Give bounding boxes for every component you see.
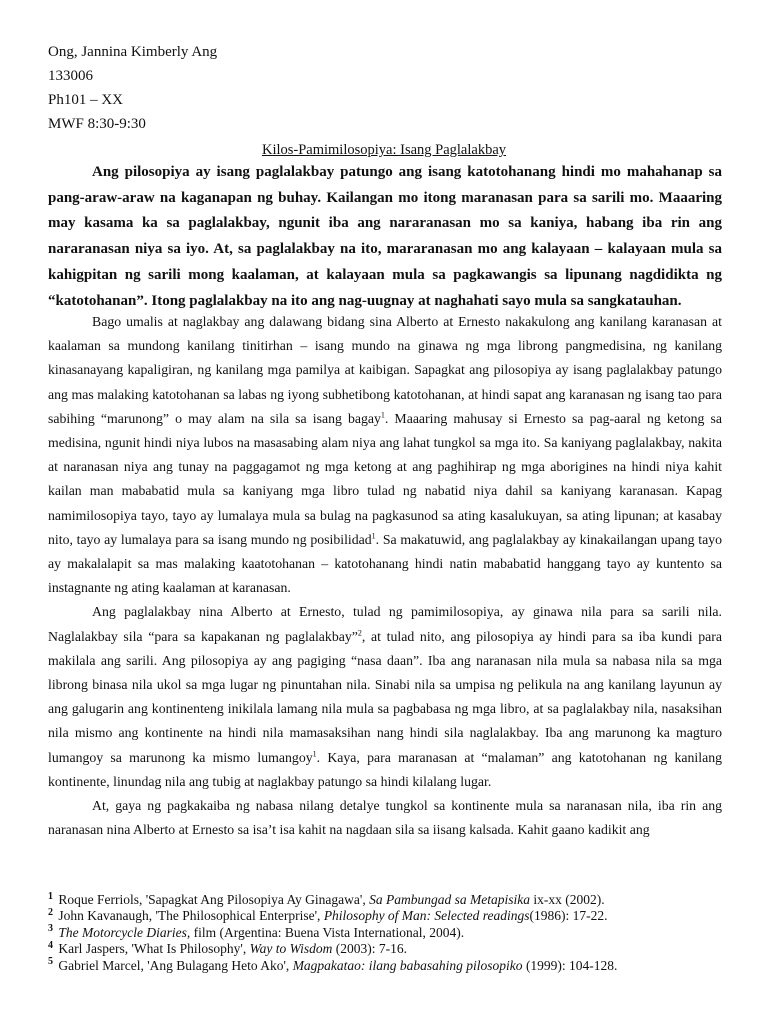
class-schedule: MWF 8:30-9:30 — [48, 116, 146, 132]
student-id: 133006 — [48, 68, 93, 84]
footnote-text: film (Argentina: Buena Vista International, 2004). — [190, 924, 465, 940]
footnote-ref: 1 — [371, 531, 376, 541]
footnote-text: Gabriel Marcel, 'Ang Bulagang Heto Ako', — [55, 957, 293, 973]
paragraph-text: At, gaya ng pagkakaiba ng nabasa nilang detalye tungkol sa kontinente mula sa naranasan nila, iba rin ang naranasan nina Alberto at Ernesto sa isa’t isa kahit na nagdaan sila sa iisang kalsada. Kahit gaano kadikit ang — [48, 798, 722, 838]
footnote-text: (2003): 7-16. — [332, 941, 407, 957]
footnote-5 — [48, 958, 728, 974]
footnote-text: (1999): 104-128. — [522, 957, 618, 973]
footnote-number: 2 — [48, 906, 53, 918]
footnote-number: 4 — [48, 939, 53, 951]
footnote-number: 3 — [48, 923, 53, 935]
footnote-source-title: Way to Wisdom — [249, 941, 333, 957]
paragraph-text: . Kaya, para maranasan at “malaman” ang katotohanan ng kanilang kontinente, linundag nila ang tubig at naglakbay patungo sa hindi kilalang lugar. — [48, 749, 722, 789]
footnote-ref: 2 — [357, 628, 362, 638]
footnote-text: Roque Ferriols, 'Sapagkat Ang Pilosopiya Ay Ginagawa', — [55, 892, 370, 907]
paragraph-text: Ang paglalakbay nina Alberto at Ernesto, tulad ng pamimilosopiya, ay ginawa nila para sa sarili nila. Naglalakbay sila “para sa kapakanan ng paglalakbay” — [48, 604, 722, 644]
essay-abstract — [48, 160, 722, 314]
student-name: Ong, Jannina Kimberly Ang — [48, 44, 218, 60]
paragraph-text: Bago umalis at naglakbay ang dalawang bidang sina Alberto at Ernesto nakakulong ang kanilang karanasan at kaalaman sa mundong kanilang tinitirhan – isang mundo na ginawa ng mga librong pangmedisina, ng kanilang kinasanayang kapaligiran, ng kanilang mga pamilya at kaibigan. Sapagkat ang pilosopiya ay isang paglalakbay patungo ang mas malaking katotohanan sa labas ng iyong subhetibong katotohanan, at hindi sapat ang karanasan ng isang tao para sabihing “marunong” o may alam na sila sa isang bagay — [48, 314, 722, 426]
footnotes-list — [48, 892, 728, 974]
footnote-source-title: Philosophy of Man: Selected readings — [323, 908, 530, 924]
paragraph-text: . Sa makatuwid, ang paglalakbay ay kinakailangan upang tayo ay makalalapit sa mas malaking kaatotohanan – katotohanang hindi natin mababatid hanggang tayo ay kuntento sa instagnante ng ating kaalaman at karanasan. — [48, 531, 722, 596]
footnote-source-title: Sa Pambungad sa Metapisika — [369, 892, 530, 907]
essay-title: Kilos-Pamimilosopiya: Isang Paglalakbay — [261, 142, 507, 158]
footnote-text: Karl Jaspers, 'What Is Philosophy', — [55, 941, 250, 957]
footnote-source-title: The Motorcycle Diaries, — [58, 924, 191, 940]
footnote-number: 5 — [48, 956, 53, 968]
footnote-number: 1 — [48, 890, 53, 902]
footnote-source-title: Magpakatao: ilang babasahing pilosopiko — [292, 957, 523, 973]
abstract-paragraph: Ang pilosopiya ay isang paglalakbay patungo ang isang katotohanang hindi mo mahahanap sa pang-araw-araw na kaganapan ng buhay. Kailangan mo itong maranasan para sa sarili mo. Maaaring may kasama ka sa paglalakbay, ngunit iba ang nararanasan mo sa kaniya, habang iba rin ang nararanasan niya sa iyo. At, sa paglalakbay na ito, mararanasan mo ang kalayaan – kalayaan mula sa kahigpitan ng sarili mong kaalaman, at kalayaan mula sa pagkawangis sa lipunang nagdidikta ng “katotohanan”. Itong paglalakbay na ito ang nag-uugnay at naghahati sayo mula sa sangkatauhan. — [48, 164, 722, 309]
body-paragraph-2 — [48, 600, 722, 794]
footnote-text: ix-xx (2002). — [529, 892, 605, 907]
essay-body — [48, 310, 722, 842]
footnote-text: John Kavanaugh, 'The Philosophical Enterprise', — [55, 908, 324, 924]
body-paragraph-3 — [48, 794, 722, 842]
footnote-3 — [48, 925, 728, 941]
footnote-1 — [48, 892, 728, 908]
footnote-ref: 1 — [380, 410, 385, 420]
footnote-4 — [48, 941, 728, 957]
footnote-text: (1986): 17-22. — [529, 908, 608, 924]
student-header — [48, 40, 217, 136]
course-code: Ph101 – XX — [48, 92, 124, 108]
footnote-ref: 1 — [312, 749, 317, 759]
paragraph-text: . Maaaring mahusay si Ernesto sa pag-aaral ng ketong sa medisina, ngunit hindi niya lubos na masasabing alam niya ang lahat tungkol sa mga ito. Sa kaniyang paglalakbay, nakita at naranasan niya ang tunay na paggagamot ng mga ketong at ang paghihirap ng mga aborigines na hindi niya kahit kailan man mababatid mula sa kaniyang mga libro tulad ng nabatid niya dahil sa kaniyang karanasan. Kapag namimilosopiya tayo, tayo ay lumalaya mula sa bulag na pagkasunod sa ating kasalukuyan, sa ating lipunan; at kasabay nito, tayo ay lumalaya para sa isang mundo ng posibilidad — [48, 410, 722, 547]
paragraph-text: , at tulad nito, ang pilosopiya ay hindi para sa iba kundi para makilala ang sarili. Ang pilosopiya ay ang pagiging “nasa daan”. Iba ang naranasan nila mula sa nabasa nila sa mga librong binasa nila ukol sa mga lugar ng pinuntahan nila. Sinabi nila sa umpisa ng pelikula na ang kanilang layunun ay ang galugarin ang kontinenteng inikilala lamang nila mula sa pagbabasa ng mga libro, at sa paglalakbay nila, nasaksihan nila mismo ang kontinente na hindi nila mamasaksihan nang hindi sila naglalakbay. Iba ang marunong ka magturo lumangoy sa marunong ka mismo lumangoy — [48, 628, 723, 765]
footnote-2 — [48, 908, 728, 924]
body-paragraph-1 — [48, 310, 722, 600]
